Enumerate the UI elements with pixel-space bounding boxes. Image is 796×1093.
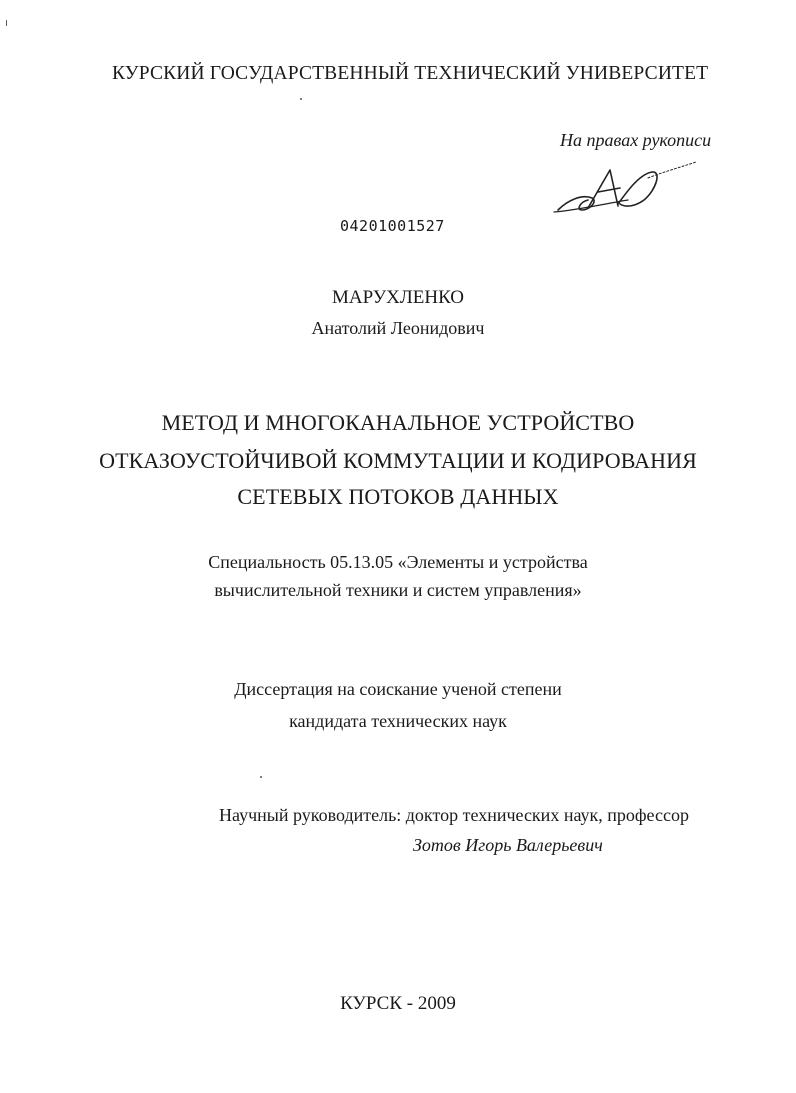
university-name: КУРСКИЙ ГОСУДАРСТВЕННЫЙ ТЕХНИЧЕСКИЙ УНИВЕРСИТЕТ <box>112 63 709 84</box>
manuscript-rights-note: На правах рукописи <box>560 130 712 150</box>
specialty-line: вычислительной техники и систем управления» <box>214 580 582 600</box>
specialty-line: Специальность 05.13.05 «Элементы и устройства <box>208 552 588 572</box>
registry-number: 04201001527 <box>340 217 445 235</box>
dissertation-title-line: ОТКАЗОУСТОЙЧИВОЙ КОММУТАЦИИ И КОДИРОВАНИЯ <box>99 448 697 473</box>
supervisor-name: Зотов Игорь Валерьевич <box>413 835 603 855</box>
handwritten-signature <box>548 160 698 222</box>
scan-speck <box>260 776 262 778</box>
author-surname: МАРУХЛЕНКО <box>331 287 465 308</box>
signature-tail-stroke <box>648 162 696 178</box>
scan-speck <box>6 20 7 26</box>
supervisor-credentials: Научный руководитель: доктор технических наук, профессор <box>219 805 689 825</box>
dissertation-title-line: СЕТЕВЫХ ПОТОКОВ ДАННЫХ <box>237 484 559 509</box>
author-given-names: Анатолий Леонидович <box>311 318 485 338</box>
degree-line: кандидата технических наук <box>289 711 507 731</box>
dissertation-title-line: МЕТОД И МНОГОКАНАЛЬНОЕ УСТРОЙСТВО <box>161 410 635 435</box>
scan-speck <box>300 98 302 100</box>
city-year: КУРСК - 2009 <box>340 993 456 1014</box>
degree-line: Диссертация на соискание ученой степени <box>234 679 562 699</box>
